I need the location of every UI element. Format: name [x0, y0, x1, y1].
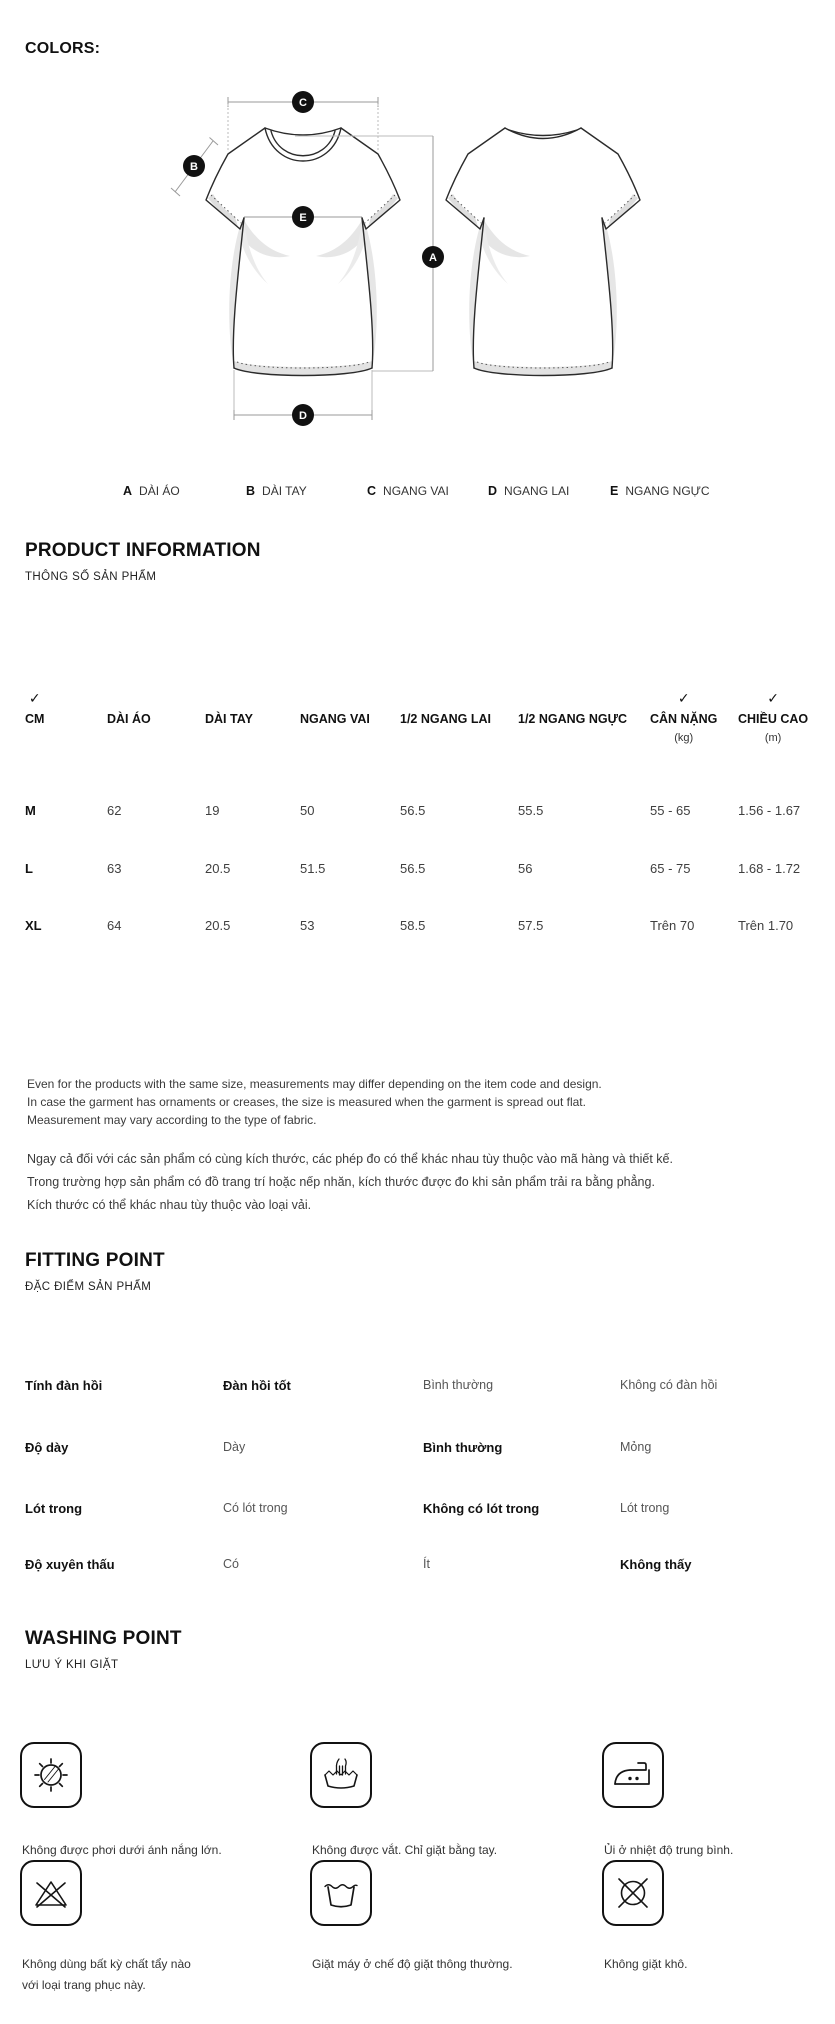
marker-a-letter: A: [429, 252, 437, 264]
fitting-point-title: FITTING POINT: [25, 1250, 165, 1271]
size-table-row-xl: XL 64 20.5 53 58.5 57.5 Trên 70 Trên 1.70: [25, 918, 794, 933]
measurement-notes-vi: [27, 1148, 673, 1217]
washing-point-subtitle: LƯU Ý KHI GIẶT: [25, 1659, 119, 1671]
unit-kg: (kg): [674, 732, 694, 744]
no-bleach-icon: [20, 1860, 82, 1926]
product-information-subtitle: THÔNG SỐ SẢN PHẨM: [25, 571, 157, 583]
column-header-dai-tay: DÀI TAY: [205, 712, 253, 726]
fitting-row-lining: Lót trong Có lót trong Không có lót trong Lót trong: [25, 1501, 670, 1516]
column-header-can-nang: ✓ CÂN NẶNG (kg): [650, 690, 718, 744]
tshirt-front-drawing: [206, 128, 400, 376]
product-information-title: PRODUCT INFORMATION: [25, 540, 261, 561]
fitting-row-elasticity: Tính đàn hồi Đàn hồi tốt Bình thường Không có đàn hồi: [25, 1378, 718, 1393]
tshirt-back-drawing: [446, 128, 640, 376]
marker-b-letter: B: [190, 161, 198, 173]
washing-point-title: WASHING POINT: [25, 1628, 182, 1649]
unit-m: (m): [764, 732, 782, 744]
column-header-cm: ✓ CM: [25, 690, 45, 726]
fitting-row-transparency: Độ xuyên thấu Có Ít Không thấy: [25, 1557, 692, 1572]
check-icon: ✓: [767, 690, 779, 706]
fitting-point-subtitle: ĐẶC ĐIỂM SẢN PHẨM: [25, 1281, 152, 1293]
size-table-row-l: L 63 20.5 51.5 56.5 56 65 - 75 1.68 - 1.72: [25, 861, 801, 876]
legend-item: C NGANG VAI: [367, 484, 449, 498]
legend-item: D NGANG LAI: [488, 484, 570, 498]
note-line: In case the garment has ornaments or creases, the size is measured when the garment is spread out flat.: [27, 1095, 586, 1109]
hand-wash-icon: [310, 1742, 372, 1808]
iron-medium-icon: [602, 1742, 664, 1808]
washing-caption: Giặt máy ở chế độ giặt thông thường.: [312, 1957, 513, 1971]
fitting-row-thickness: Độ dày Dày Bình thường Mỏng: [25, 1440, 652, 1455]
check-icon: ✓: [677, 690, 690, 706]
legend-item: A DÀI ÁO: [123, 484, 180, 498]
column-header-dai-ao: DÀI ÁO: [107, 712, 151, 726]
washing-caption: Ủi ở nhiệt độ trung bình.: [604, 1843, 734, 1857]
marker-d-letter: D: [299, 410, 307, 422]
note-line: Trong trường hợp sản phẩm có đồ trang trí hoặc nếp nhăn, kích thước được đo khi sản phẩm trải ra bằng phẳng.: [27, 1175, 655, 1189]
check-icon: ✓: [28, 690, 41, 706]
column-header-ngang-lai: 1/2 NGANG LAI: [400, 712, 491, 726]
column-header-ngang-vai: NGANG VAI: [300, 712, 370, 726]
tshirt-measurement-diagram: [120, 70, 720, 442]
machine-wash-icon: [310, 1860, 372, 1926]
size-table-header: [25, 690, 830, 750]
washing-caption: Không được phơi dưới ánh nắng lớn.: [22, 1843, 222, 1857]
note-line: Ngay cả đối với các sản phẩm có cùng kích thước, các phép đo có thể khác nhau tùy thuộc vào mã hàng và thiết kế.: [27, 1152, 673, 1166]
note-line: Even for the products with the same size, measurements may differ depending on the item code and design.: [27, 1077, 602, 1091]
washing-caption: Không được vắt. Chỉ giặt bằng tay.: [312, 1843, 498, 1857]
marker-e-letter: E: [299, 212, 307, 224]
washing-caption: Không giặt khô.: [604, 1957, 688, 1971]
column-header-ngang-nguc: 1/2 NGANG NGỰC: [518, 712, 627, 726]
legend-item: B DÀI TAY: [246, 484, 307, 498]
note-line: Measurement may vary according to the type of fabric.: [27, 1113, 317, 1127]
colors-heading: COLORS:: [25, 40, 101, 57]
no-dry-clean-icon: [602, 1860, 664, 1926]
measurement-notes-en: [27, 1075, 602, 1129]
no-sun-dry-icon: [20, 1742, 82, 1808]
column-header-chieu-cao: ✓ CHIỀU CAO (m): [738, 690, 809, 744]
marker-c-letter: C: [299, 97, 307, 109]
washing-caption: Không dùng bất kỳ chất tẩy nào với loại trang phục này.: [22, 1957, 191, 1992]
legend-item: E NGANG NGỰC: [610, 484, 710, 498]
size-table-row-m: M 62 19 50 56.5 55.5 55 - 65 1.56 - 1.67: [25, 803, 801, 818]
note-line: Kích thước có thể khác nhau tùy thuộc vào loại vải.: [27, 1198, 312, 1212]
